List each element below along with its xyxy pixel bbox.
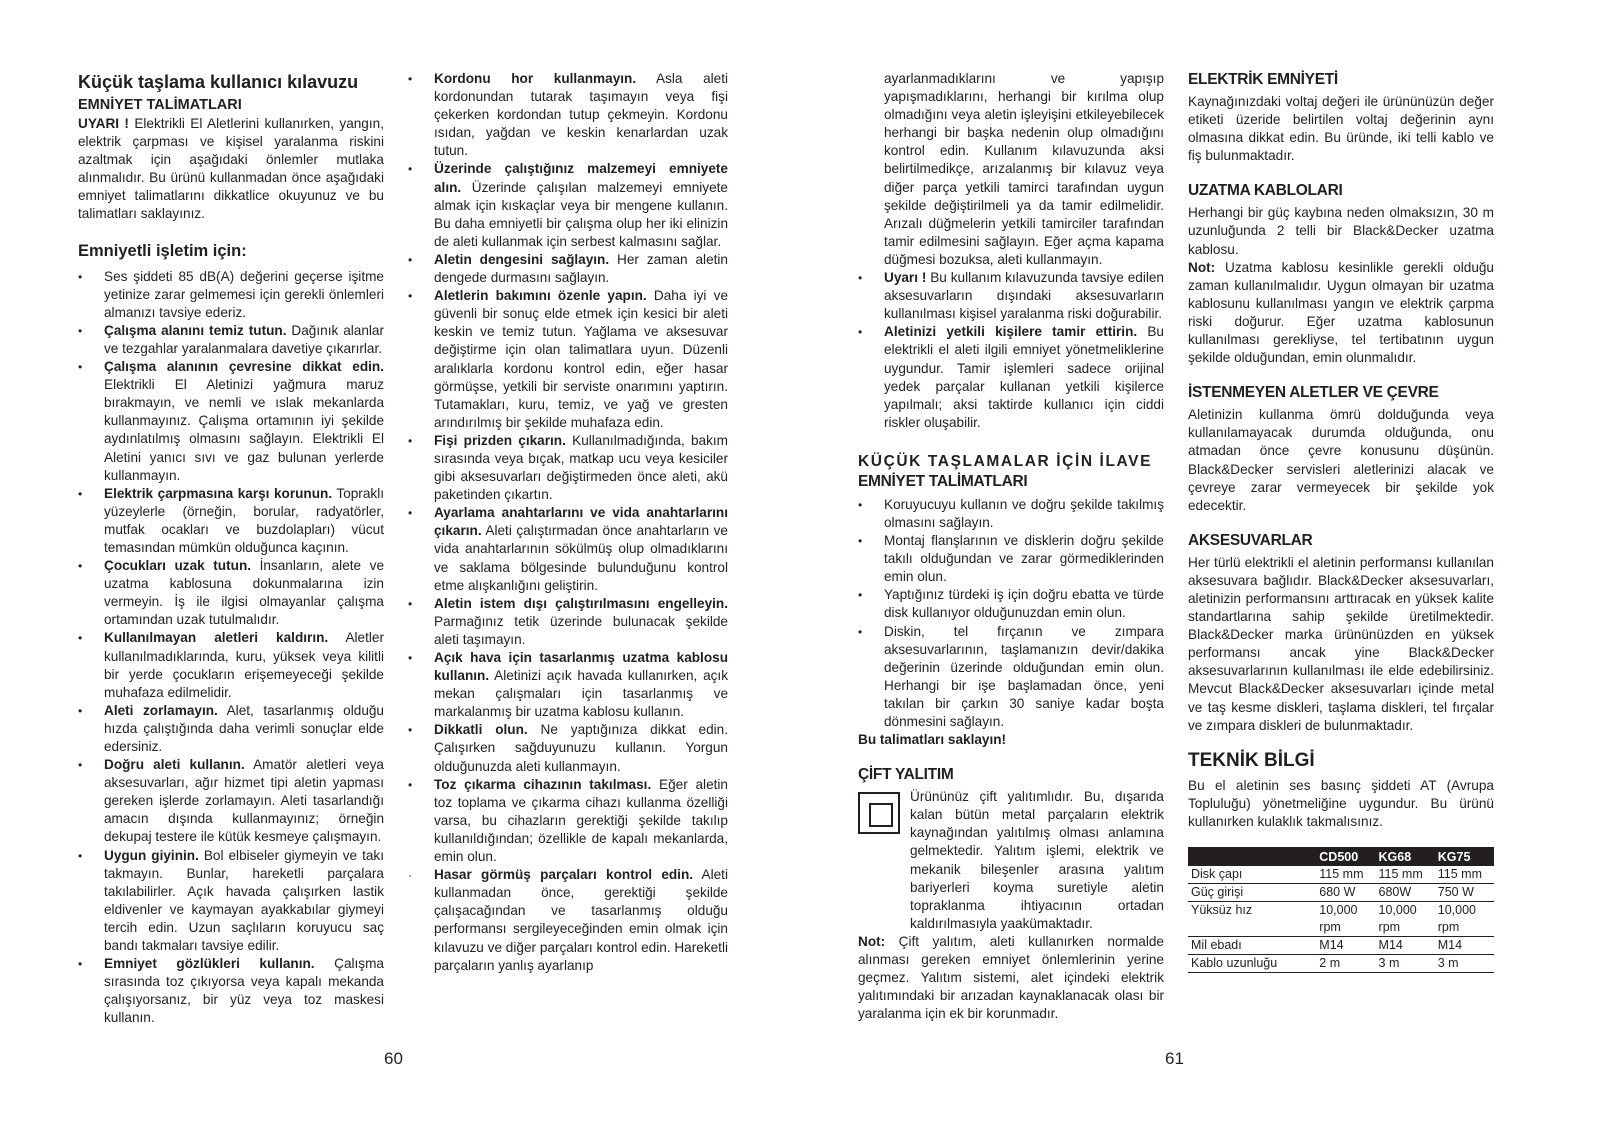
list-item: • Doğru aleti kullanın. Amatör aletleri veya aksesuvarları, ağır hizmet tipi aletin yapması gereken işlerde zorlamayın. Aleti tasarlandığı amacın dışında kullanmayınız; örneğin dekupaj testere ile kütük kesmeye çalışmayın. [78, 756, 384, 846]
extension-cables-note: Not: Uzatma kablosu kesinlikle gerekli olduğu zaman kullanılmalıdır. Uygun olmayan bir uzatma kablosunu kullanılması yangın ve elektrik çarpma riski doğurur. Eğer uzatma kablosunun kullanılması gerekliyse, tel tertibatının uygun şekilde olduğundan, emin olunmalıdır. [1188, 259, 1494, 366]
extension-cables-text: Herhangi bir güç kaybına neden olmaksızın, 30 m uzunluğunda 2 telli bir Black&Decker uzatma kablosu. [1188, 205, 1494, 257]
list-item: • Kullanılmayan aletleri kaldırın. Aletler kullanılmadıklarında, kuru, yüksek veya kilitli bir yerde çocukların erişemeyeceği şekilde muhafaza edilmelidir. [78, 629, 384, 701]
double-insulation-text: Ürününüz çift yalıtımlıdır. Bu, dışarıda kalan bütün metal parçaların elektrik kaynağından yalıtılmış olması anlamına gelmektedir. Yalıtım işlemi, elektrik ve mekanik bileşenler arasına yalıtım bariyerleri koyma suretiyle aletin topraklanma ihtiyacının ortadan kaldırılmasıyla yaakümaktadır. [910, 789, 1164, 931]
warning-text: Elektrikli El Aletlerini kullanırken, yangın, elektrik çarpması ve kişisel yaralanma riskini azaltmak için aşağıdaki önlemler mutlaka alınmalıdır. Bu ürünü kullanmadan önce aşağıdaki emniyet talimatlarını dikkatlice okuyunuz ve bu talimatları saklayınız. [78, 116, 384, 222]
left-page-column-2 [408, 70, 728, 975]
operation-heading: Emniyetli işletim için: [78, 241, 247, 260]
list-item: • Fişi prizden çıkarın. Kullanılmadığında, bakım sırasında veya bıçak, matkap ucu veya kesiciler gibi aksesuvarları değiştirmeden önce aleti, akü paketinden çıkartın. [408, 432, 728, 504]
electric-safety-heading: ELEKTRİK EMNİYETİ [1188, 71, 1338, 88]
safety-list-end [858, 269, 1164, 432]
warning-paragraph [78, 115, 384, 224]
list-item: • Uyarı ! Bu kullanım kılavuzunda tavsiye edilen aksesuvarların dışındaki aksesuvarların kullanılması kişisel yaralanma riski doğurabilir. [858, 269, 1164, 323]
left-page-column-1 [78, 70, 384, 1028]
technical-info-heading: TEKNİK BİLGİ [1188, 749, 1315, 771]
list-item: · Hasar görmüş parçaları kontrol edin. Aleti kullanmadan önce, gerektiği şekilde çalışacağından ve tasarlanmış olduğu performansı sergileyeceğinden emin olmak için kılavuzu ve diğer parçaları kontrol edin. Hareketli parçaların yanlış ayarlanıp [408, 866, 728, 975]
accessories-heading: AKSESUVARLAR [1188, 531, 1313, 549]
list-item: • Aletin dengesini sağlayın. Her zaman aletin dengede durmasını sağlayın. [408, 251, 728, 287]
page-number-right: 61 [1165, 1049, 1184, 1068]
table-row: Güç girişi 680 W 680W 750 W [1188, 884, 1494, 902]
list-item: • Çalışma alanının çevresine dikkat edin. Elektrikli El Aletinizi yağmura maruz bırakmayın, ve nemli ve ıslak mekanlarda kullanmayınız. Çalışma ortamının iyi şekilde aydınlatılmış olmasını sağlayın. Elektrikli El Aletini yanıcı sıvı ve gaz bulunan yerlerde kullanmayın. [78, 358, 384, 485]
continuation-paragraph: ayarlanmadıklarını ve yapışıp yapışmadıklarını, herhangi bir kırılma olup olmadığını veya aletin işleyişini etkileyebilecek herhangi bir başka nedenin olup olmadığını kontrol edin. Kullanım kılavuzunda aksi belirtilmedikçe, arızalanmış bir kılavuz veya diğer parça yetkili tamirci tarafından uygun şekilde değiştirilmeli ya da tamir edilmelidir. Arızalı düğmelerin yetkili tamirciler tarafından tamir edilmesini sağlayın. Eğer açma kapama düğmesi bozuksa, aleti kullanmayın. [884, 71, 1164, 267]
safety-list-continued [408, 70, 728, 975]
list-item: • Toz çıkarma cihazının takılması. Eğer aletin toz toplama ve çıkarma cihazı kullanma özelliği varsa, bu cihazların gerektiği şekilde takılıp kullanıldığından; özellikle de kapalı mekanlarda, emin olun. [408, 776, 728, 866]
right-page-column-1 [858, 70, 1164, 1023]
list-item: • Diskin, tel fırçanın ve zımpara aksesuvarlarının, taşlamanızın devir/dakika değerinin üzerinde olduğundan emin olun. Herhangi bir işe başlamadan önce, yeni takılan bir çarkın 30 saniye kadar boşta dönmesini sağlayın. [858, 623, 1164, 732]
list-item: • Dikkatli olun. Ne yaptığınıza dikkat edin. Çalışırken sağduyunuzu kullanın. Yorgun olduğunuzda aleti kullanmayın. [408, 721, 728, 775]
list-item: • Kordonu hor kullanmayın. Asla aleti kordonundan tutarak taşımayın veya fişi çekerken kordondan tutup çekmeyin. Kordonu ısıdan, yağdan ve keskin kenarlardan uzak tutun. [408, 70, 728, 160]
list-item: • Emniyet gözlükleri kullanın. Çalışma sırasında toz çıkıyorsa veya kapalı mekanda çalışıyorsanız, bir yüz veya toz maskesi kullanın. [78, 955, 384, 1027]
list-item: • Açık hava için tasarlanmış uzatma kablosu kullanın. Aletinizi açık havada kullanırken, açık mekan çalışmaları için tasarlanmış ve markalanmış bir uzatma kablosu kullanın. [408, 649, 728, 721]
list-item: • Çalışma alanını temiz tutun. Dağınık alanlar ve tezgahlar yaralanmalara davetiye çıkarırlar. [78, 322, 384, 358]
table-row: Kablo uzunluğu 2 m 3 m 3 m [1188, 955, 1494, 973]
list-item: • Aletlerin bakımını özenle yapın. Daha iyi ve güvenli bir sonuç elde etmek için kesici bir aleti keskin ve temiz tutun. Yağlama ve aksesuvar değiştirme için olan talimatlara uyun. Düzenli aralıklarla kordonu kontrol edin, eğer hasar görmüşse, yetkili bir serviste onarımını yaptırın. Tutamakları, kuru, temiz, ve yağ ve gresten arındırılmış bir şekilde muhafaza edin. [408, 287, 728, 432]
list-item: • Elektrik çarpmasına karşı korunun. Topraklı yüzeylerle (örneğin, borular, radyatörler, mutfak ocakları ve buzdolapları) vücut temasından mümkün olduğunca kaçının. [78, 485, 384, 557]
grinder-safety-heading: KÜÇÜK TAŞLAMALAR İÇİN İLAVE [858, 452, 1153, 470]
technical-info-text: Bu el aletinin ses basınç şiddeti AT (Avrupa Topluluğu) yönetmeliğine uygundur. Bu ürünü kullanırken kulaklık takmalısınız. [1188, 777, 1494, 829]
environment-heading: İSTENMEYEN ALETLER VE ÇEVRE [1188, 384, 1439, 402]
table-row: Yüksüz hız 10,000 rpm 10,000 rpm 10,000 rpm [1188, 902, 1494, 937]
table-row: Mil ebadı M14 M14 M14 [1188, 937, 1494, 955]
list-item: • Uygun giyinin. Bol elbiseler giymeyin ve takı takmayın. Bunlar, hareketli parçalara takılabilirler. Açık havada çalışırken lastik eldivenler ve kaymayan ayakkabılar giymeyi tercih edin. Uzun saçlıların koruyucu saç bandı takmaları tavsiye edilir. [78, 847, 384, 956]
insulation-note: Not: Çift yalıtım, aleti kullanırken normalde alınması gereken emniyet önlemlerinin yerine geçmez. Yalıtım sistemi, alet içindeki elektrik yalıtımındaki bir arızadan kaynaklanacak olası bir yaralanma için ek bir korunmadır. [858, 933, 1164, 1022]
list-item: • Aletin istem dışı çalıştırılmasını engelleyin. Parmağınız tetik üzerinde bulunacak şekilde aleti taşımayın. [408, 595, 728, 649]
double-insulation-block [858, 788, 1164, 933]
grinder-safety-heading-line2: EMNİYET TALİMATLARI [858, 472, 1028, 490]
table-row: Disk çapı 115 mm 115 mm 115 mm [1188, 866, 1494, 884]
list-item: • Aletinizi yetkili kişilere tamir ettirin. Bu elektrikli el aleti ilgili emniyet yönetmeliklerine uygundur. Tamir işlemleri sadece orijinal yedek parçalar kullanan yetkili kişilerce yapılmalı; aksi taktirde kullanıcı için ciddi riskler oluşabilir. [858, 323, 1164, 432]
spec-table-header: CD500 KG68 KG75 [1188, 847, 1494, 866]
safety-heading: EMNİYET TALİMATLARI [78, 97, 242, 113]
page-number-left: 60 [384, 1049, 403, 1068]
double-insulation-heading: ÇİFT YALITIM [858, 766, 954, 784]
operation-list [78, 268, 384, 1028]
list-item: • Yaptığınız türdeki iş için doğru ebatta ve türde disk kullanıyor olduğunuzdan emin olun. [858, 586, 1164, 622]
extension-cables-heading: UZATMA KABLOLARI [1188, 182, 1343, 200]
keep-instructions: Bu talimatları saklayın! [858, 732, 1007, 748]
warning-lead: UYARI ! [78, 116, 129, 131]
double-insulation-icon [858, 792, 900, 834]
accessories-text: Her türlü elektrikli el aletinin performansı kullanılan aksesuvara bağlıdır. Black&Decker aksesuvarları, aletinizin performansını arttıracak en yüksek kalite standartlarına sahip şekilde üretilmektedir. Black&Decker marka ürününüzden en yüksek performansı ancak yine Black&Decker aksesuvarlarının kullanılması ile elde edebilirsiniz. Mevcut Black&Decker aksesuvarları içinde metal ve taş kesme diskleri, taşlama diskleri, tel fırçalar ve zımpara diskleri de bulunmaktadır. [1188, 554, 1494, 733]
electric-safety-text: Kaynağınızdaki voltaj değeri ile ürününüzün değer etiketi üzeride belirtilen voltaj değerinin aynı olmasına dikkat edin. Bu üründe, iki telli kablo ve fiş bulunmaktadır. [1188, 94, 1494, 164]
environment-text: Aletinizin kullanma ömrü dolduğunda veya kullanılamayacak durumda olduğunda, onu atmadan önce çevre konusunu düşünün. Black&Decker servisleri aletlerinizi alacak ve çevreye zarar vermeyecek bir şekilde yok edecektir. [1188, 407, 1494, 513]
list-item: • Ayarlama anahtarlarını ve vida anahtarlarını çıkarın. Aleti çalıştırmadan önce anahtarların ve vida anahtarlarının sökülmüş olup olmadıklarını ve saklama bölgesinde bulunduğunu kontrol etme alışkanlığını geliştirin. [408, 504, 728, 594]
list-item: • Montaj flanşlarının ve disklerin doğru şekilde takılı olduğundan ve zarar görmediklerinden emin olun. [858, 532, 1164, 586]
grinder-safety-list [858, 496, 1164, 731]
spec-table [1188, 847, 1494, 973]
right-page-column-2 [1188, 70, 1494, 973]
list-item: • Aleti zorlamayın. Alet, tasarlanmış olduğu hızda çalıştığında daha verimli sonuçlar elde edersiniz. [78, 702, 384, 756]
manual-title: Küçük taşlama kullanıcı kılavuzu [78, 72, 359, 92]
list-item: • Ses şiddeti 85 dB(A) değerini geçerse işitme yetinize zarar gelmemesi için gerekli önlemleri almanızı tavsiye ederiz. [78, 268, 384, 322]
list-item: • Koruyucuyu kullanın ve doğru şekilde takılmış olmasını sağlayın. [858, 496, 1164, 532]
list-item: • Çocukları uzak tutun. İnsanların, alete ve uzatma kablosuna dokunmalarına izin vermeyin. İş ile ilgisi olmayanlar çalışma ortamından uzak tutulmalıdır. [78, 557, 384, 629]
list-item: • Üzerinde çalıştığınız malzemeyi emniyete alın. Üzerinde çalışılan malzemeyi emniyete almak için kıskaçlar veya bir mengene kullanın. Bu daha emniyetli bir çalışma olup her iki elinizin de aleti kullanmak için serbest kalmasını sağlar. [408, 160, 728, 250]
